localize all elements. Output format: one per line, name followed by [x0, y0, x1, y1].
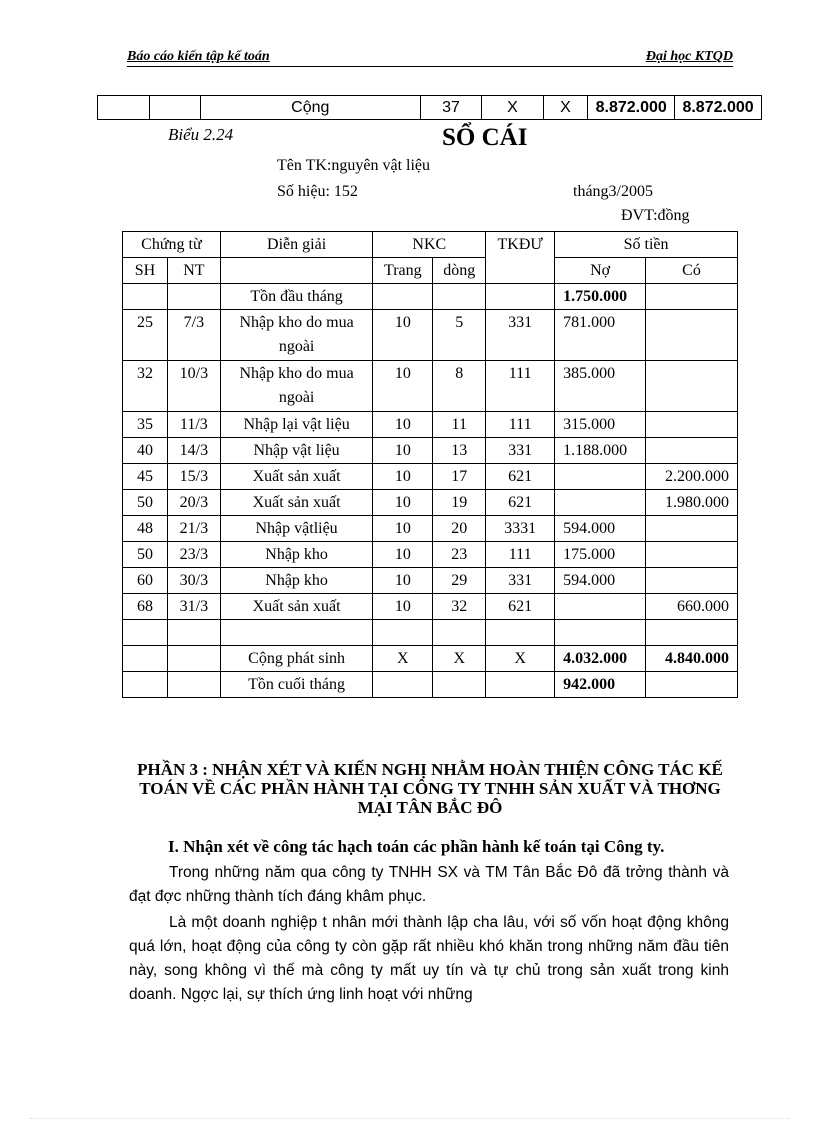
top-x2: X	[543, 96, 588, 120]
account-name: Tên TK:nguyên vật liệu	[277, 157, 430, 174]
nkc-header: NKC	[373, 232, 486, 258]
top-credit: 8.872.000	[675, 96, 762, 120]
totals-row: Cộng phát sinh X X X 4.032.000 4.840.000	[123, 646, 738, 672]
closing-row	[123, 672, 738, 698]
totals-label: Cộng phát sinh	[220, 646, 373, 672]
opening-row	[123, 284, 738, 310]
totals-credit: 4.840.000	[646, 646, 738, 672]
account-number: Số hiệu: 152	[277, 183, 358, 200]
voucher-header: Chứng từ	[123, 232, 221, 258]
amount-header: Số tiền	[555, 232, 738, 258]
table-row: 48 21/3 Nhập vậtliệu 10 20 3331 594.000	[123, 516, 738, 542]
currency-unit: ĐVT:đồng	[621, 207, 690, 224]
table-row: 32 10/3 Nhập kho do mua ngoài 10 8 111 385.000	[123, 361, 738, 412]
period: tháng3/2005	[573, 183, 653, 200]
paragraph: Là một doanh nghiệp t nhân mới thành lập cha lâu, với số vốn hoạt động không quá lớn, hoạt động của công ty còn gặp rất nhiều khó khăn trong những năm đầu tiên này, song không vì thế mà công ty mất uy tín và tự chủ trong sản xuất trong kinh doanh. Ngợc lại, sự thích ứng linh hoạt với những	[129, 914, 729, 1003]
opening-label: Tồn đầu tháng	[220, 284, 373, 310]
desc-header: Diễn giải	[220, 232, 373, 258]
tkdu-header: TKĐƯ	[486, 232, 555, 284]
no-header: Nợ	[555, 258, 646, 284]
header-row-1	[123, 232, 738, 258]
subsection-title: I. Nhận xét về công tác hạch toán các phần hành kế toán tại Công ty.	[168, 837, 665, 856]
header-row-2	[123, 258, 738, 284]
header-right: Đại học KTQD	[645, 49, 733, 64]
table-row: 50 20/3 Xuất sản xuất 10 19 621 1.980.000	[123, 490, 738, 516]
table-row: 25 7/3 Nhập kho do mua ngoài 10 5 331 781.000	[123, 310, 738, 361]
previous-table-total-row	[97, 95, 762, 120]
table-row: 35 11/3 Nhập lại vật liệu 10 11 111 315.000	[123, 412, 738, 438]
nt-header: NT	[167, 258, 220, 284]
header-left: Báo cáo kiến tập kế toán	[127, 49, 270, 64]
table-row: 68 31/3 Xuất sản xuất 10 32 621 660.000	[123, 594, 738, 620]
table-row: 45 15/3 Xuất sản xuất 10 17 621 2.200.000	[123, 464, 738, 490]
empty-row	[123, 620, 738, 646]
sh-header: SH	[123, 258, 168, 284]
top-total-label: Cộng	[200, 96, 420, 120]
top-page: 37	[420, 96, 482, 120]
table-row: 40 14/3 Nhập vật liệu 10 13 331 1.188.000	[123, 438, 738, 464]
table-row: 60 30/3 Nhập kho 10 29 331 594.000	[123, 568, 738, 594]
totals-debit: 4.032.000	[555, 646, 646, 672]
caption: Biểu 2.24	[168, 125, 234, 144]
ledger-title: SỔ CÁI	[442, 124, 528, 151]
closing-debit: 942.000	[555, 672, 646, 698]
closing-label: Tồn cuối tháng	[220, 672, 373, 698]
co-header: Có	[646, 258, 738, 284]
paragraph: Trong những năm qua công ty TNHH SX và TM Tân Bắc Đô đã trởng thành và đạt đợc những thành tích đáng khâm phục.	[129, 864, 729, 905]
table-row: 50 23/3 Nhập kho 10 23 111 175.000	[123, 542, 738, 568]
page-bottom-divider	[30, 1118, 790, 1119]
ledger-table	[122, 231, 738, 698]
top-debit: 8.872.000	[588, 96, 675, 120]
section-title: PHẦN 3 : NHẬN XÉT VÀ KIẾN NGHỊ NHẰM HOÀN THIỆN CÔNG TÁC KẾ TOÁN VỀ CÁC PHẦN HÀNH TẠI CÔNG TY TNHH SẢN XUẤT VÀ THƠNG MẠI TÂN BẮC ĐÔ	[137, 760, 723, 817]
dong-header: dòng	[433, 258, 486, 284]
top-x1: X	[482, 96, 543, 120]
page-header	[127, 48, 733, 67]
opening-debit: 1.750.000	[555, 284, 646, 310]
trang-header: Trang	[373, 258, 433, 284]
